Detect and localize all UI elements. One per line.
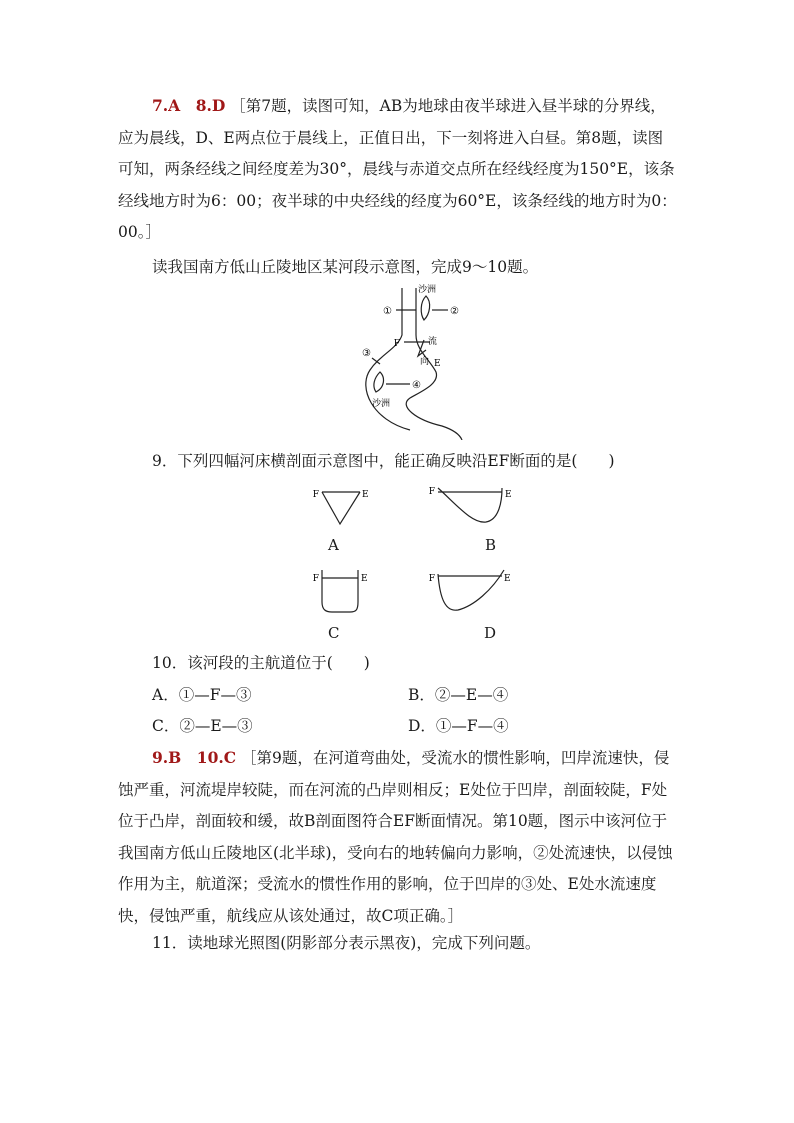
cross-section-d-E: E — [504, 574, 511, 584]
question-10-option-a: A．①—F—③ — [152, 686, 252, 704]
cross-section-c-F: F — [312, 574, 319, 584]
question-9-stem: 9．下列四幅河床横剖面示意图中，能正确反映沿EF断面的是( ) — [152, 452, 615, 470]
cross-section-b-E: E — [505, 490, 512, 500]
map-label-sandbar-top: 沙洲 — [418, 285, 437, 295]
map-label-sandbar-bottom: 沙洲 — [372, 399, 391, 409]
cross-section-a-F: F — [312, 490, 319, 500]
option-label-d: D — [484, 624, 497, 642]
question-11-stem: 11．读地球光照图(阴影部分表示黑夜)，完成下列问题。 — [152, 934, 541, 952]
option-label-a: A — [328, 536, 339, 554]
answer-block-9-10 — [118, 742, 678, 932]
cross-section-b — [426, 484, 518, 532]
cross-section-c — [308, 566, 372, 618]
question-10-option-c: C．②—E—③ — [152, 717, 253, 735]
map-label-4: ④ — [412, 380, 421, 391]
map-label-2: ② — [450, 306, 459, 317]
question-intro-9-10: 读我国南方低山丘陵地区某河段示意图，完成9～10题。 — [152, 258, 539, 276]
answer-key-7-8: 7.A 8.D — [152, 96, 226, 115]
cross-section-d — [424, 566, 520, 618]
river-map — [350, 280, 480, 440]
sandbar-bottom-shape — [374, 372, 384, 392]
option-label-c: C — [328, 624, 340, 642]
map-label-F: F — [393, 339, 400, 349]
answer-key-9-10: 9.B 10.C — [152, 748, 237, 767]
map-label-flow-1: 流 — [428, 337, 438, 347]
question-10-option-d: D．①—F—④ — [408, 717, 509, 735]
map-label-3: ③ — [362, 348, 371, 359]
cross-section-a-E: E — [362, 490, 369, 500]
map-label-E: E — [434, 359, 441, 369]
answer-block-7-8 — [118, 90, 678, 249]
cross-section-d-F: F — [428, 574, 435, 584]
map-label-flow-2: 向 — [420, 357, 430, 367]
cross-section-a — [310, 484, 370, 532]
cross-section-b-F: F — [428, 487, 435, 497]
answer-explanation-9-10: ［第9题，在河道弯曲处，受流水的惯性影响，凹岸流速快，侵蚀严重，河流堤岸较陡，而在河流的凸岸则相反；E处位于凹岸，剖面较陡，F处位于凸岸，剖面较和缓，故B剖面图符合EF断面情况。第10题，图示中该河位于我国南方低山丘陵地区(北半球)，受向右的地转偏向力影响，②处流速快，以侵蚀作用为主，航道深；受流水的惯性作用的影响，位于凹岸的③处、E处水流速度快，侵蚀严重，航线应从该处通过，故C项正确。］ — [118, 749, 673, 925]
sandbar-top-shape — [421, 296, 429, 320]
map-label-1: ① — [383, 306, 392, 317]
cross-section-c-E: E — [361, 574, 368, 584]
question-10-stem: 10．该河段的主航道位于( ) — [152, 654, 370, 672]
option-label-b: B — [485, 536, 497, 554]
answer-explanation-7-8: ［第7题，读图可知，AB为地球由夜半球进入昼半球的分界线，应为晨线，D、E两点位于晨线上，正值日出，下一刻将进入白昼。第8题，读图可知，两条经线之间经度差为30°，晨线与赤道交点所在经线经度为150°E，该条经线地方时为6：00；夜半球的中央经线的经度为60°E，该条经线的地方时为0：00。］ — [118, 97, 677, 241]
question-10-option-b: B．②—E—④ — [408, 686, 509, 704]
